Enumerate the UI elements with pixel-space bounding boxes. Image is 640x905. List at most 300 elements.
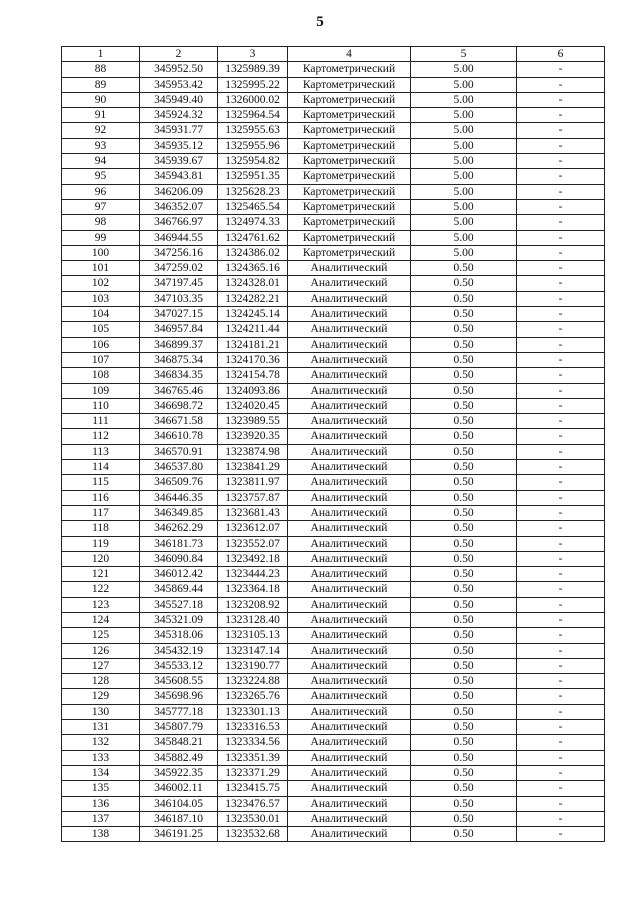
table-cell: 346765.46 (140, 383, 218, 398)
table-row (62, 154, 605, 169)
table-cell: 346090.84 (140, 551, 218, 566)
table-cell: 345869.44 (140, 582, 218, 597)
table-row (62, 658, 605, 673)
table-cell: 345924.32 (140, 108, 218, 123)
table-cell: 96 (62, 184, 140, 199)
table-cell: 0.50 (411, 337, 517, 352)
table-cell: 123 (62, 597, 140, 612)
table-cell: - (517, 536, 605, 551)
table-row (62, 612, 605, 627)
table-cell: - (517, 337, 605, 352)
table-cell: 0.50 (411, 368, 517, 383)
table-cell: 5.00 (411, 199, 517, 214)
table-cell: 95 (62, 169, 140, 184)
table-cell: 5.00 (411, 245, 517, 260)
table-cell: Аналитический (288, 460, 411, 475)
table-cell: 1323371.29 (218, 765, 288, 780)
table-cell: Аналитический (288, 383, 411, 398)
table-cell: 1325964.54 (218, 108, 288, 123)
table-cell: 138 (62, 827, 140, 842)
table-cell: 0.50 (411, 796, 517, 811)
table-cell: 5.00 (411, 92, 517, 107)
table-cell: - (517, 643, 605, 658)
table-cell: 137 (62, 811, 140, 826)
table-cell: - (517, 460, 605, 475)
table-cell: 346570.91 (140, 444, 218, 459)
table-cell: 0.50 (411, 720, 517, 735)
table-cell: 1323444.23 (218, 567, 288, 582)
table-cell: 0.50 (411, 567, 517, 582)
table-cell: 131 (62, 720, 140, 735)
table-row (62, 337, 605, 352)
table-cell: 346944.55 (140, 230, 218, 245)
table-cell: 0.50 (411, 704, 517, 719)
table-cell: - (517, 429, 605, 444)
table-cell: - (517, 276, 605, 291)
table-cell: - (517, 230, 605, 245)
table-cell: 346537.80 (140, 460, 218, 475)
coordinates-table (61, 46, 605, 842)
table-row (62, 735, 605, 750)
table-cell: Картометрический (288, 169, 411, 184)
table-row (62, 245, 605, 260)
table-cell: 1325989.39 (218, 62, 288, 77)
table-cell: Аналитический (288, 582, 411, 597)
table-cell: Аналитический (288, 567, 411, 582)
table-row (62, 199, 605, 214)
table-cell: - (517, 245, 605, 260)
table-cell: 346446.35 (140, 490, 218, 505)
table-row (62, 827, 605, 842)
table-cell: Картометрический (288, 123, 411, 138)
table-cell: 1325955.63 (218, 123, 288, 138)
table-cell: 347197.45 (140, 276, 218, 291)
table-cell: 0.50 (411, 505, 517, 520)
table-cell: 91 (62, 108, 140, 123)
table-cell: 105 (62, 322, 140, 337)
table-cell: 0.50 (411, 398, 517, 413)
table-cell: Картометрический (288, 62, 411, 77)
table-cell: Аналитический (288, 765, 411, 780)
table-cell: 136 (62, 796, 140, 811)
table-cell: 345939.67 (140, 154, 218, 169)
table-row (62, 765, 605, 780)
header-cell: 5 (411, 47, 517, 62)
table-cell: Аналитический (288, 597, 411, 612)
table-row (62, 460, 605, 475)
table-cell: - (517, 674, 605, 689)
table-cell: Картометрический (288, 92, 411, 107)
table-row (62, 138, 605, 153)
table-cell: 1323841.29 (218, 460, 288, 475)
table-row (62, 77, 605, 92)
table-row (62, 811, 605, 826)
table-cell: - (517, 62, 605, 77)
table-cell: 106 (62, 337, 140, 352)
table-cell: - (517, 444, 605, 459)
table-cell: 1324154.78 (218, 368, 288, 383)
table-cell: Аналитический (288, 521, 411, 536)
table-cell: 346002.11 (140, 781, 218, 796)
table-cell: 0.50 (411, 276, 517, 291)
table-cell: Аналитический (288, 322, 411, 337)
table-cell: 1325465.54 (218, 199, 288, 214)
header-cell: 6 (517, 47, 605, 62)
table-cell: 0.50 (411, 597, 517, 612)
table-cell: Аналитический (288, 551, 411, 566)
table-row (62, 383, 605, 398)
table-cell: - (517, 689, 605, 704)
table-cell: 5.00 (411, 215, 517, 230)
table-cell: Аналитический (288, 612, 411, 627)
table-cell: Аналитический (288, 505, 411, 520)
table-cell: 1323552.07 (218, 536, 288, 551)
table-cell: 346191.25 (140, 827, 218, 842)
table-row (62, 750, 605, 765)
table-cell: 345318.06 (140, 628, 218, 643)
table-cell: 129 (62, 689, 140, 704)
header-row (62, 47, 605, 62)
table-cell: - (517, 735, 605, 750)
table-cell: 0.50 (411, 750, 517, 765)
table-cell: 116 (62, 490, 140, 505)
table-row (62, 169, 605, 184)
table-cell: - (517, 261, 605, 276)
table-cell: Аналитический (288, 261, 411, 276)
table-cell: Аналитический (288, 643, 411, 658)
table-cell: 1323476.57 (218, 796, 288, 811)
table-cell: 90 (62, 92, 140, 107)
table-cell: 5.00 (411, 123, 517, 138)
table-row (62, 674, 605, 689)
table-cell: Аналитический (288, 735, 411, 750)
table-cell: - (517, 215, 605, 230)
table-cell: 93 (62, 138, 140, 153)
table-cell: 345608.55 (140, 674, 218, 689)
table-cell: 119 (62, 536, 140, 551)
table-cell: 345432.19 (140, 643, 218, 658)
table-cell: Аналитический (288, 276, 411, 291)
table-cell: 345953.42 (140, 77, 218, 92)
table-cell: 5.00 (411, 108, 517, 123)
table-row (62, 429, 605, 444)
table-cell: 1323334.56 (218, 735, 288, 750)
table-cell: 0.50 (411, 383, 517, 398)
table-cell: Аналитический (288, 811, 411, 826)
table-row (62, 92, 605, 107)
table-cell: 346104.05 (140, 796, 218, 811)
table-cell: 345922.35 (140, 765, 218, 780)
table-cell: Картометрический (288, 184, 411, 199)
table-cell: - (517, 108, 605, 123)
table-cell: 346509.76 (140, 475, 218, 490)
table-cell: 0.50 (411, 735, 517, 750)
table-cell: - (517, 628, 605, 643)
table-cell: - (517, 123, 605, 138)
table-cell: 1324365.16 (218, 261, 288, 276)
table-cell: 110 (62, 398, 140, 413)
table-row (62, 62, 605, 77)
table-cell: 345698.96 (140, 689, 218, 704)
header-cell: 4 (288, 47, 411, 62)
table-cell: 109 (62, 383, 140, 398)
table-cell: 5.00 (411, 184, 517, 199)
table-cell: Аналитический (288, 352, 411, 367)
table-cell: 0.50 (411, 261, 517, 276)
table-cell: 104 (62, 307, 140, 322)
table-cell: 347259.02 (140, 261, 218, 276)
table-cell: 345931.77 (140, 123, 218, 138)
table-cell: 1324282.21 (218, 291, 288, 306)
table-cell: 346262.29 (140, 521, 218, 536)
table-cell: 0.50 (411, 628, 517, 643)
table-cell: 125 (62, 628, 140, 643)
table-cell: 1324020.45 (218, 398, 288, 413)
table-cell: 0.50 (411, 658, 517, 673)
table-row (62, 322, 605, 337)
table-body (62, 62, 605, 842)
table-cell: Картометрический (288, 245, 411, 260)
table-cell: 346698.72 (140, 398, 218, 413)
table-cell: 345848.21 (140, 735, 218, 750)
table-cell: 134 (62, 765, 140, 780)
header-cell: 1 (62, 47, 140, 62)
table-cell: 346012.42 (140, 567, 218, 582)
table-cell: 5.00 (411, 62, 517, 77)
table-cell: 121 (62, 567, 140, 582)
table-row (62, 123, 605, 138)
table-cell: 1323530.01 (218, 811, 288, 826)
table-cell: - (517, 383, 605, 398)
table-cell: Аналитический (288, 490, 411, 505)
table-cell: 1325628.23 (218, 184, 288, 199)
table-cell: 98 (62, 215, 140, 230)
table-cell: 1326000.02 (218, 92, 288, 107)
table-cell: Аналитический (288, 796, 411, 811)
table-cell: 1324181.21 (218, 337, 288, 352)
table-cell: - (517, 184, 605, 199)
table-row (62, 551, 605, 566)
table-cell: 115 (62, 475, 140, 490)
table-cell: 128 (62, 674, 140, 689)
table-row (62, 536, 605, 551)
table-cell: Аналитический (288, 398, 411, 413)
table-cell: 345952.50 (140, 62, 218, 77)
table-cell: 346610.78 (140, 429, 218, 444)
table-cell: 0.50 (411, 643, 517, 658)
table-cell: Аналитический (288, 307, 411, 322)
table-cell: 346671.58 (140, 414, 218, 429)
table-cell: 122 (62, 582, 140, 597)
table-cell: - (517, 398, 605, 413)
table-cell: 0.50 (411, 352, 517, 367)
table-cell: 1323224.88 (218, 674, 288, 689)
table-cell: 347256.16 (140, 245, 218, 260)
table-cell: 0.50 (411, 429, 517, 444)
table-cell: 346875.34 (140, 352, 218, 367)
table-cell: 113 (62, 444, 140, 459)
table-cell: 108 (62, 368, 140, 383)
table-cell: 117 (62, 505, 140, 520)
table-cell: 1323301.13 (218, 704, 288, 719)
table-cell: 1324761.62 (218, 230, 288, 245)
table-cell: - (517, 490, 605, 505)
table-cell: 132 (62, 735, 140, 750)
table-cell: Аналитический (288, 750, 411, 765)
table-cell: 1323351.39 (218, 750, 288, 765)
table-cell: - (517, 199, 605, 214)
table-cell: Аналитический (288, 368, 411, 383)
table-row (62, 505, 605, 520)
table-cell: 5.00 (411, 77, 517, 92)
table-row (62, 796, 605, 811)
table-row (62, 720, 605, 735)
table-cell: 1323128.40 (218, 612, 288, 627)
table-cell: 97 (62, 199, 140, 214)
table-cell: 345943.81 (140, 169, 218, 184)
table-cell: 0.50 (411, 765, 517, 780)
table-cell: 0.50 (411, 291, 517, 306)
table-cell: - (517, 567, 605, 582)
table-cell: 345882.49 (140, 750, 218, 765)
table-cell: 345807.79 (140, 720, 218, 735)
table-cell: 346957.84 (140, 322, 218, 337)
table-cell: 0.50 (411, 612, 517, 627)
table-cell: 89 (62, 77, 140, 92)
table-cell: - (517, 765, 605, 780)
table-cell: Аналитический (288, 429, 411, 444)
table-cell: - (517, 658, 605, 673)
table-cell: 1325995.22 (218, 77, 288, 92)
table-cell: - (517, 505, 605, 520)
table-cell: - (517, 77, 605, 92)
table-cell: - (517, 612, 605, 627)
table-cell: 346834.35 (140, 368, 218, 383)
table-cell: Аналитический (288, 674, 411, 689)
table-cell: 345533.12 (140, 658, 218, 673)
table-cell: Аналитический (288, 414, 411, 429)
table-cell: 1323757.87 (218, 490, 288, 505)
table-cell: 0.50 (411, 521, 517, 536)
table-cell: 0.50 (411, 322, 517, 337)
table-cell: 127 (62, 658, 140, 673)
table-cell: 346181.73 (140, 536, 218, 551)
table-cell: - (517, 827, 605, 842)
table-row (62, 230, 605, 245)
table-cell: - (517, 582, 605, 597)
table-cell: 1324211.44 (218, 322, 288, 337)
table-cell: 1324974.33 (218, 215, 288, 230)
table-cell: 107 (62, 352, 140, 367)
table-cell: 0.50 (411, 536, 517, 551)
table-cell: 0.50 (411, 475, 517, 490)
table-cell: 0.50 (411, 689, 517, 704)
table-cell: - (517, 322, 605, 337)
table-cell: 345935.12 (140, 138, 218, 153)
table-cell: Картометрический (288, 108, 411, 123)
table-cell: 0.50 (411, 674, 517, 689)
table-cell: 1324328.01 (218, 276, 288, 291)
table-cell: 1323208.92 (218, 597, 288, 612)
table-row (62, 398, 605, 413)
table-cell: - (517, 368, 605, 383)
table-cell: 99 (62, 230, 140, 245)
table-cell: 345949.40 (140, 92, 218, 107)
table-cell: 1324093.86 (218, 383, 288, 398)
table-cell: 0.50 (411, 811, 517, 826)
table-cell: - (517, 796, 605, 811)
table-row (62, 215, 605, 230)
table-cell: 0.50 (411, 307, 517, 322)
table-cell: - (517, 704, 605, 719)
table-cell: - (517, 521, 605, 536)
table-cell: Картометрический (288, 138, 411, 153)
table-row (62, 689, 605, 704)
table-cell: 1323105.13 (218, 628, 288, 643)
table-row (62, 108, 605, 123)
table-cell: 100 (62, 245, 140, 260)
table-cell: 130 (62, 704, 140, 719)
table-cell: Аналитический (288, 444, 411, 459)
table-cell: Аналитический (288, 536, 411, 551)
table-cell: - (517, 92, 605, 107)
table-cell: - (517, 352, 605, 367)
table-cell: - (517, 551, 605, 566)
table-cell: 1323811.97 (218, 475, 288, 490)
table-cell: 346349.85 (140, 505, 218, 520)
table-row (62, 704, 605, 719)
table-cell: 1323920.35 (218, 429, 288, 444)
table-cell: 347027.15 (140, 307, 218, 322)
table-row (62, 582, 605, 597)
table-cell: 126 (62, 643, 140, 658)
table-cell: 0.50 (411, 444, 517, 459)
table-cell: 94 (62, 154, 140, 169)
page-number: 5 (316, 14, 324, 30)
table-cell: - (517, 475, 605, 490)
table-cell: 1323190.77 (218, 658, 288, 673)
table-cell: - (517, 781, 605, 796)
table-cell: 1323532.68 (218, 827, 288, 842)
table-cell: 0.50 (411, 460, 517, 475)
table-cell: - (517, 169, 605, 184)
table-row (62, 184, 605, 199)
header-cell: 2 (140, 47, 218, 62)
table-row (62, 307, 605, 322)
table-row (62, 521, 605, 536)
table-row (62, 490, 605, 505)
table-cell: 0.50 (411, 490, 517, 505)
table-row (62, 643, 605, 658)
table-cell: 1324170.36 (218, 352, 288, 367)
table-cell: Аналитический (288, 658, 411, 673)
table-cell: Аналитический (288, 781, 411, 796)
table-cell: 5.00 (411, 154, 517, 169)
table-cell: 1323415.75 (218, 781, 288, 796)
header-cell: 3 (218, 47, 288, 62)
table-cell: 345527.18 (140, 597, 218, 612)
table-cell: Картометрический (288, 77, 411, 92)
table-row (62, 291, 605, 306)
table-cell: 346899.37 (140, 337, 218, 352)
table-cell: - (517, 811, 605, 826)
table-cell: 102 (62, 276, 140, 291)
table-cell: 118 (62, 521, 140, 536)
table-cell: Аналитический (288, 628, 411, 643)
table-cell: - (517, 154, 605, 169)
table-cell: Аналитический (288, 291, 411, 306)
table-cell: Картометрический (288, 215, 411, 230)
